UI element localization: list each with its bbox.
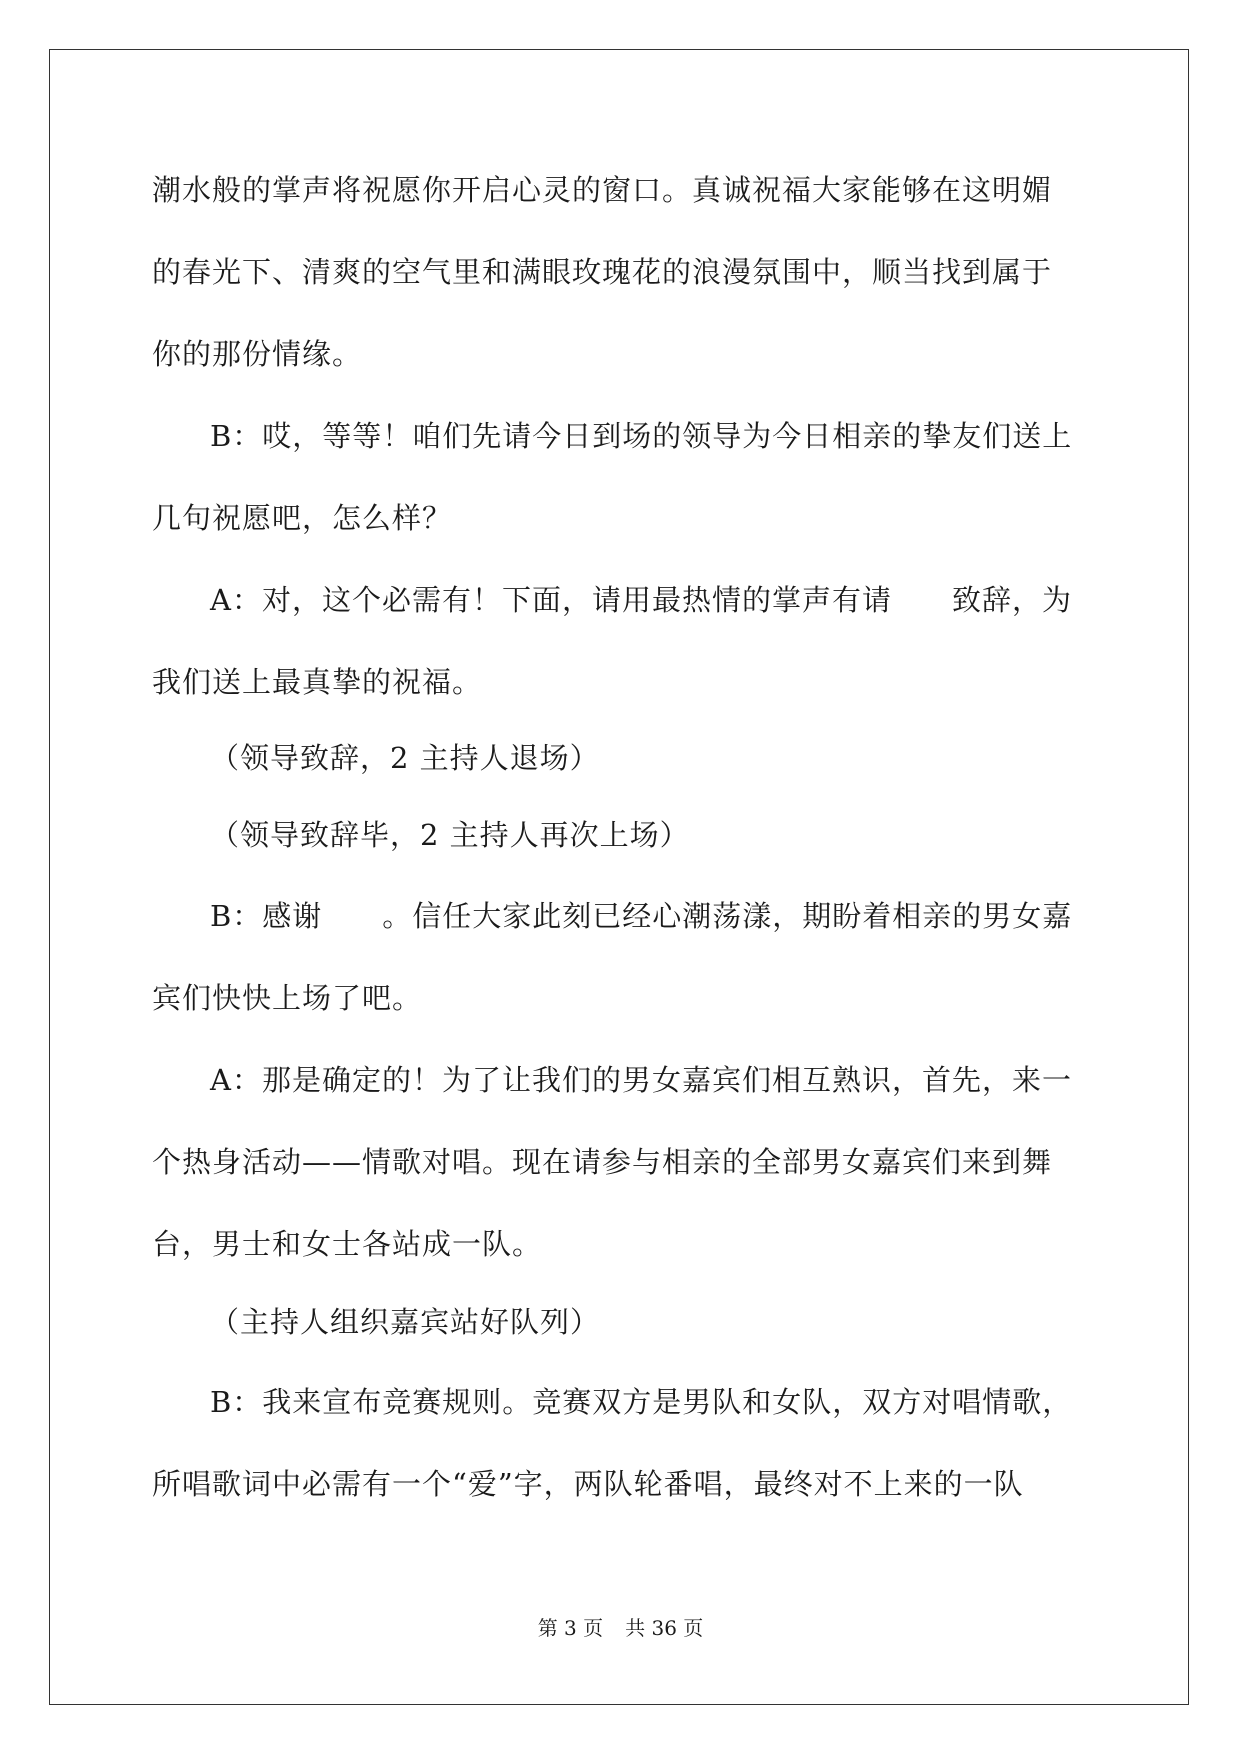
body-line: 你的那份情缘。 — [152, 337, 363, 371]
body-line: B：我来宣布竞赛规则。竞赛双方是男队和女队，双方对唱情歌， — [210, 1385, 1073, 1419]
stage-direction: （领导致辞毕，2 主持人再次上场） — [210, 818, 690, 852]
body-line: 我们送上最真挚的祝福。 — [152, 665, 483, 699]
body-line: B：感谢 。信任大家此刻已经心潮荡漾，期盼着相亲的男女嘉 — [210, 899, 1073, 933]
page-footer — [0, 1616, 1241, 1640]
body-line: B：哎，等等！咱们先请今日到场的领导为今日相亲的挚友们送上 — [210, 419, 1073, 453]
body-line: 几句祝愿吧，怎么样？ — [152, 501, 453, 535]
body-line: 的春光下、清爽的空气里和满眼玫瑰花的浪漫氛围中，顺当找到属于 — [152, 255, 1053, 289]
body-line: A：那是确定的！为了让我们的男女嘉宾们相互熟识，首先，来一 — [210, 1063, 1072, 1097]
page-number: 第 3 页 — [537, 1616, 604, 1640]
stage-direction: （主持人组织嘉宾站好队列） — [210, 1305, 601, 1339]
body-line: 台，男士和女士各站成一队。 — [152, 1227, 543, 1261]
body-line: 宾们快快上场了吧。 — [152, 981, 423, 1015]
stage-direction: （领导致辞，2 主持人退场） — [210, 741, 600, 775]
body-line: 个热身活动——情歌对唱。现在请参与相亲的全部男女嘉宾们来到舞 — [152, 1145, 1053, 1179]
body-line: 潮水般的掌声将祝愿你开启心灵的窗口。真诚祝福大家能够在这明媚 — [152, 173, 1053, 207]
page-border — [49, 49, 1189, 1705]
body-line: A：对，这个必需有！下面，请用最热情的掌声有请 致辞，为 — [210, 583, 1072, 617]
body-line: 所唱歌词中必需有一个“爱”字，两队轮番唱，最终对不上来的一队 — [152, 1467, 1024, 1501]
page-total: 共 36 页 — [625, 1616, 704, 1640]
